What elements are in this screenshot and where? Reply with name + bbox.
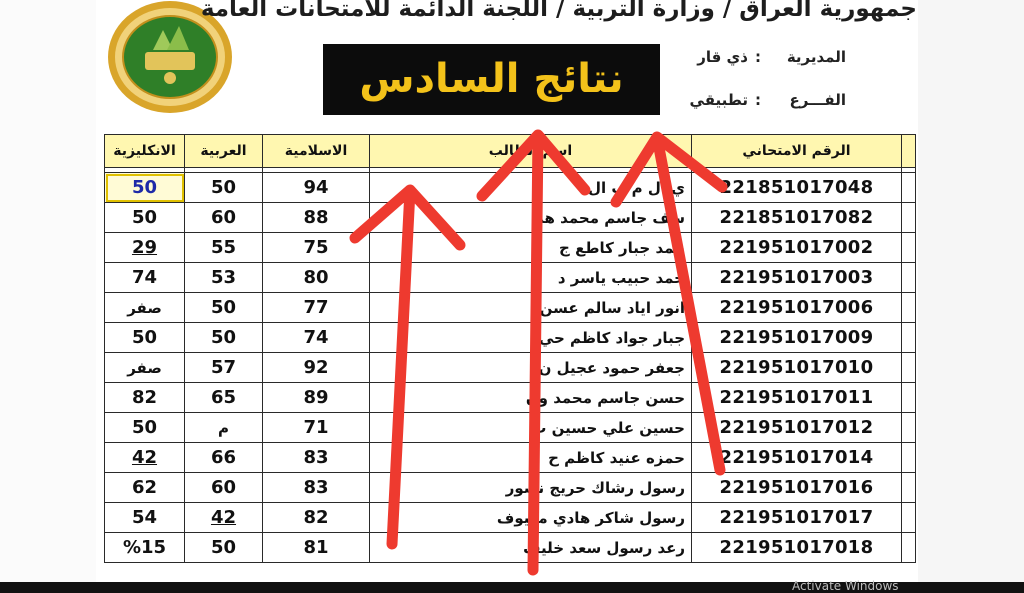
branch-separator: : (755, 91, 761, 109)
arabic-score-cell-text: 42 (210, 507, 237, 528)
islamic-score-cell (263, 293, 370, 323)
student-name-cell-text: حسين علي حسين ب (531, 418, 685, 437)
exam-number-cell (692, 443, 902, 473)
arabic-score-cell (185, 413, 263, 443)
arabic-score-cell-text: 50 (210, 327, 237, 348)
english-score-cell-text: 50 (131, 417, 158, 438)
arabic-score-cell (185, 473, 263, 503)
english-score-cell (105, 383, 185, 413)
student-name-cell-text: سف جاسم محمد هد (535, 208, 685, 227)
results-title: نتائج السادس (359, 56, 624, 102)
table-row (105, 473, 916, 503)
english-score-cell-text: صفر (127, 358, 162, 377)
arabic-score-cell-text: 50 (210, 537, 237, 558)
english-score-cell-text: 29 (131, 237, 158, 258)
table-row (105, 443, 916, 473)
islamic-score-cell (263, 173, 370, 203)
arabic-score-cell (185, 383, 263, 413)
student-name-cell-text: حمزه عنيد كاظم ح (548, 448, 685, 467)
islamic-score-cell-text: 88 (303, 207, 329, 228)
student-name-cell-text: ي ال م ب ال (587, 178, 685, 197)
edge-cell (902, 263, 916, 293)
table-row (105, 323, 916, 353)
edge-cell (902, 383, 916, 413)
islamic-score-cell-text: 83 (303, 447, 329, 468)
column-header-exam-number: الرقم الامتحاني (692, 135, 902, 168)
islamic-score-cell (263, 413, 370, 443)
table-row (105, 293, 916, 323)
student-name-cell-text: جبار جواد كاظم حي (538, 328, 685, 347)
edge-cell (902, 293, 916, 323)
arabic-score-cell-text: 55 (210, 237, 237, 258)
student-name-cell-text: رسول شاكر هادي معيوف (496, 508, 685, 527)
student-name-cell (370, 443, 692, 473)
table-row (105, 503, 916, 533)
islamic-score-cell-text: 82 (303, 507, 329, 528)
exam-number-cell-text: 221951017009 (719, 327, 874, 348)
english-score-cell-text: %15 (122, 537, 167, 558)
student-name-cell-text: جعفر حمود عجيل ن (538, 358, 685, 377)
student-name-cell (370, 383, 692, 413)
arabic-score-cell (185, 533, 263, 563)
exam-number-cell-text: 221951017002 (719, 237, 874, 258)
arabic-score-cell (185, 173, 263, 203)
student-name-cell (370, 173, 692, 203)
activation-watermark: Activate Windows (792, 579, 899, 593)
exam-number-cell-text: 221951017016 (719, 477, 874, 498)
arabic-score-cell (185, 443, 263, 473)
student-name-cell (370, 533, 692, 563)
student-name-cell-text: رسول رشاك حريج نصور (505, 478, 685, 497)
edge-cell (902, 413, 916, 443)
english-score-cell (105, 323, 185, 353)
exam-number-cell (692, 503, 902, 533)
islamic-score-cell (263, 473, 370, 503)
edge-cell (902, 233, 916, 263)
english-score-cell-text: 42 (131, 447, 158, 468)
islamic-score-cell-text: 94 (303, 177, 329, 198)
student-name-cell-text: انور اياد سالم عسن (539, 298, 685, 317)
ministry-header-line: جمهورية العراق / وزارة التربية / اللجنة الدائمة للامتحانات العامة (200, 0, 917, 22)
english-score-cell (105, 233, 185, 263)
exam-number-cell-text: 221851017048 (719, 177, 874, 198)
student-name-cell (370, 203, 692, 233)
edge-cell (902, 323, 916, 353)
english-score-cell-text: 74 (131, 267, 158, 288)
exam-number-cell-text: 221951017010 (719, 357, 874, 378)
islamic-score-cell (263, 533, 370, 563)
islamic-score-cell-text: 89 (303, 387, 329, 408)
right-margin (918, 0, 1024, 593)
table-row (105, 413, 916, 443)
edge-cell (902, 533, 916, 563)
table-header-row (105, 135, 916, 168)
edge-cell (902, 503, 916, 533)
islamic-score-cell (263, 203, 370, 233)
islamic-score-cell-text: 74 (303, 327, 329, 348)
arabic-score-cell (185, 203, 263, 233)
exam-number-cell (692, 383, 902, 413)
arabic-score-cell (185, 353, 263, 383)
student-name-cell (370, 293, 692, 323)
english-score-cell (105, 173, 185, 203)
islamic-score-cell (263, 233, 370, 263)
islamic-score-cell (263, 383, 370, 413)
arabic-score-cell-text: 60 (210, 207, 237, 228)
exam-number-cell (692, 473, 902, 503)
exam-number-cell-text: 221951017003 (719, 267, 874, 288)
table-row (105, 383, 916, 413)
arabic-score-cell-text: 66 (210, 447, 237, 468)
student-name-cell (370, 473, 692, 503)
directorate-value: ذي قار (697, 48, 748, 66)
english-score-cell (105, 293, 185, 323)
student-name-cell (370, 263, 692, 293)
arabic-score-cell-text: 50 (210, 177, 237, 198)
english-score-cell (105, 353, 185, 383)
table-row (105, 353, 916, 383)
exam-number-cell-text: 221851017082 (719, 207, 874, 228)
exam-number-cell-text: 221951017017 (719, 507, 874, 528)
student-name-cell (370, 353, 692, 383)
edge-cell (902, 173, 916, 203)
arabic-score-cell-text: 65 (210, 387, 237, 408)
islamic-score-cell-text: 83 (303, 477, 329, 498)
student-name-cell-text: حمد حبيب ياسر د (557, 268, 685, 287)
arabic-score-cell-text: 57 (210, 357, 237, 378)
arabic-score-cell (185, 323, 263, 353)
english-score-cell-text: 50 (131, 207, 158, 228)
islamic-score-cell-text: 77 (303, 297, 329, 318)
arabic-score-cell-text: 50 (210, 297, 237, 318)
arabic-score-cell (185, 503, 263, 533)
english-score-cell-text: 50 (131, 177, 158, 198)
islamic-score-cell (263, 353, 370, 383)
student-name-cell (370, 413, 692, 443)
table-row (105, 233, 916, 263)
english-score-cell-text: 50 (131, 327, 158, 348)
directorate-label: المديرية (786, 48, 846, 66)
column-header-islamic: الاسلامية (263, 135, 370, 168)
student-name-cell-text: رعد رسول سعد خليف (523, 538, 685, 557)
student-name-cell (370, 233, 692, 263)
islamic-score-cell (263, 263, 370, 293)
exam-number-cell-text: 221951017012 (719, 417, 874, 438)
directorate-separator: : (755, 48, 761, 66)
arabic-score-cell (185, 233, 263, 263)
student-name-cell (370, 503, 692, 533)
exam-number-cell (692, 353, 902, 383)
edge-cell (902, 353, 916, 383)
english-score-cell (105, 443, 185, 473)
table-row (105, 173, 916, 203)
english-score-cell-text: 62 (131, 477, 158, 498)
table-row (105, 203, 916, 233)
arabic-score-cell-text: 53 (210, 267, 237, 288)
exam-number-cell (692, 233, 902, 263)
english-score-cell (105, 203, 185, 233)
islamic-score-cell (263, 443, 370, 473)
branch-value: تطبيقي (689, 91, 748, 109)
table-row (105, 263, 916, 293)
english-score-cell (105, 413, 185, 443)
arabic-score-cell (185, 293, 263, 323)
english-score-cell (105, 263, 185, 293)
english-score-cell-text: 82 (131, 387, 158, 408)
branch-label: الفـــرع (789, 91, 846, 109)
english-score-cell-text: 54 (131, 507, 158, 528)
edge-cell (902, 443, 916, 473)
results-table (104, 134, 916, 563)
edge-cell (902, 473, 916, 503)
table-row (105, 533, 916, 563)
islamic-score-cell-text: 80 (303, 267, 329, 288)
student-name-cell-text: حمد جبار كاطع ج (559, 238, 685, 257)
arabic-score-cell-text: م (218, 418, 229, 437)
column-header-english: الانكليزية (105, 135, 185, 168)
exam-number-cell-text: 221951017011 (719, 387, 874, 408)
arabic-score-cell (185, 263, 263, 293)
exam-number-cell (692, 413, 902, 443)
arabic-score-cell-text: 60 (210, 477, 237, 498)
edge-cell (902, 203, 916, 233)
student-name-cell (370, 323, 692, 353)
islamic-score-cell-text: 71 (303, 417, 329, 438)
islamic-score-cell (263, 503, 370, 533)
results-title-banner (323, 44, 660, 115)
student-name-cell-text: حسن جاسم محمد ون (525, 388, 685, 407)
exam-number-cell (692, 293, 902, 323)
english-score-cell (105, 473, 185, 503)
exam-number-cell-text: 221951017014 (719, 447, 874, 468)
english-score-cell (105, 503, 185, 533)
directorate-row (690, 48, 846, 66)
exam-number-cell (692, 323, 902, 353)
exam-number-cell-text: 221951017006 (719, 297, 874, 318)
exam-number-cell (692, 203, 902, 233)
exam-number-cell (692, 173, 902, 203)
islamic-score-cell-text: 75 (303, 237, 329, 258)
english-score-cell (105, 533, 185, 563)
column-header-arabic: العربية (185, 135, 263, 168)
column-header-name: اسم الطالب (370, 135, 692, 168)
english-score-cell-text: صفر (127, 298, 162, 317)
exam-number-cell (692, 263, 902, 293)
islamic-score-cell (263, 323, 370, 353)
edge-column-header (902, 135, 916, 168)
islamic-score-cell-text: 92 (303, 357, 329, 378)
left-margin (0, 0, 96, 593)
exam-number-cell-text: 221951017018 (719, 537, 874, 558)
exam-number-cell (692, 533, 902, 563)
islamic-score-cell-text: 81 (303, 537, 329, 558)
branch-row (690, 91, 846, 109)
